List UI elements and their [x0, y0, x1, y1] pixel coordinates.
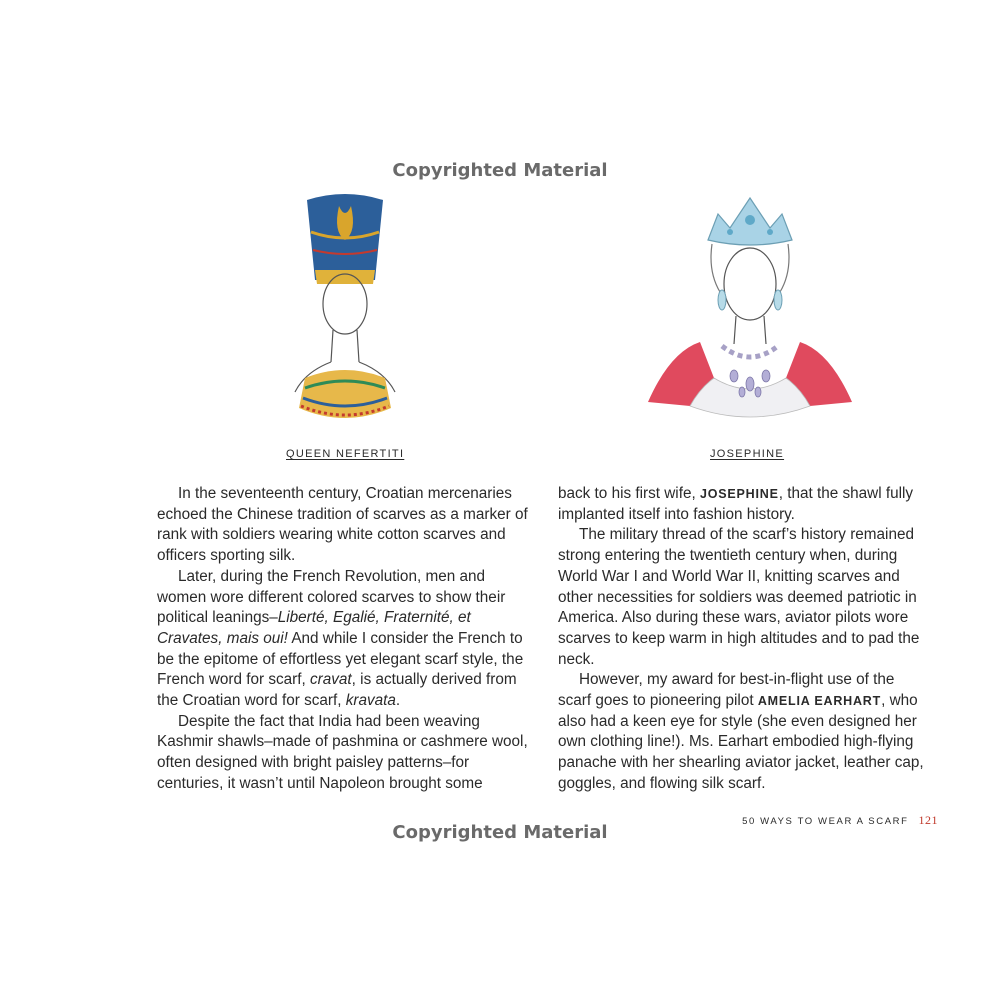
- caption-josephine: JOSEPHINE: [710, 448, 785, 460]
- page-number: 121: [918, 813, 938, 827]
- crown-band: [315, 270, 375, 284]
- watermark-bottom: Copyrighted Material: [392, 822, 608, 843]
- paragraph: However, my award for best-in-flight use of the scarf goes to pioneering pilot AMELIA EARHART, who also had a keen eye for style (she even designed her own clothing line!). Ms. Earhart embodied high-flying panache with her shearling aviator jacket, leather cap, goggles, and flowing silk scarf.: [558, 671, 924, 792]
- paragraph: The military thread of the scarf’s history remained strong entering the twentieth century when, during World War I and World War II, knitting scarves and other necessities for soldiers was deemed patriotic in America. Also during these wars, aviator pilots wore scarves to keep warm in high altitudes and to pad the neck.: [558, 526, 920, 668]
- queen-nefertiti-illustration: [265, 192, 425, 437]
- necklace: [722, 346, 778, 357]
- left-column: [157, 484, 529, 795]
- paragraph: back to his first wife, JOSEPHINE, that the shawl fully implanted itself into fashion history.: [558, 485, 914, 523]
- name-amelia-earhart: AMELIA EARHART: [757, 694, 882, 709]
- josephine-illustration: [630, 192, 870, 437]
- paragraph: Later, during the French Revolution, men and women wore different colored scarves to show their political leanings–Liberté, Egalié, Fraternité, et Cravates, mais oui! And while I consider the French to be the epitome of effortless yet elegant scarf style, the French word for scarf, cravat, is actually derived from the Croatian word for scarf, kravata.: [157, 567, 524, 710]
- watermark-top: Copyrighted Material: [392, 160, 608, 181]
- right-column: [558, 484, 930, 795]
- paragraph: Despite the fact that India had been weaving Kashmir shawls–made of pashmina or cashmere wool, often designed with bright paisley patterns–for centuries, it wasn’t until Napoleon brought some: [157, 712, 528, 792]
- paragraph: In the seventeenth century, Croatian mercenaries echoed the Chinese tradition of scarves as a marker of rank with soldiers wearing white cotton scarves and officers sporting silk.: [157, 485, 528, 565]
- caption-queen-nefertiti: QUEEN NEFERTITI: [286, 448, 405, 460]
- book-title: 50 WAYS TO WEAR A SCARF: [742, 816, 909, 827]
- face-outline: [724, 248, 776, 320]
- name-josephine: JOSEPHINE: [699, 487, 779, 501]
